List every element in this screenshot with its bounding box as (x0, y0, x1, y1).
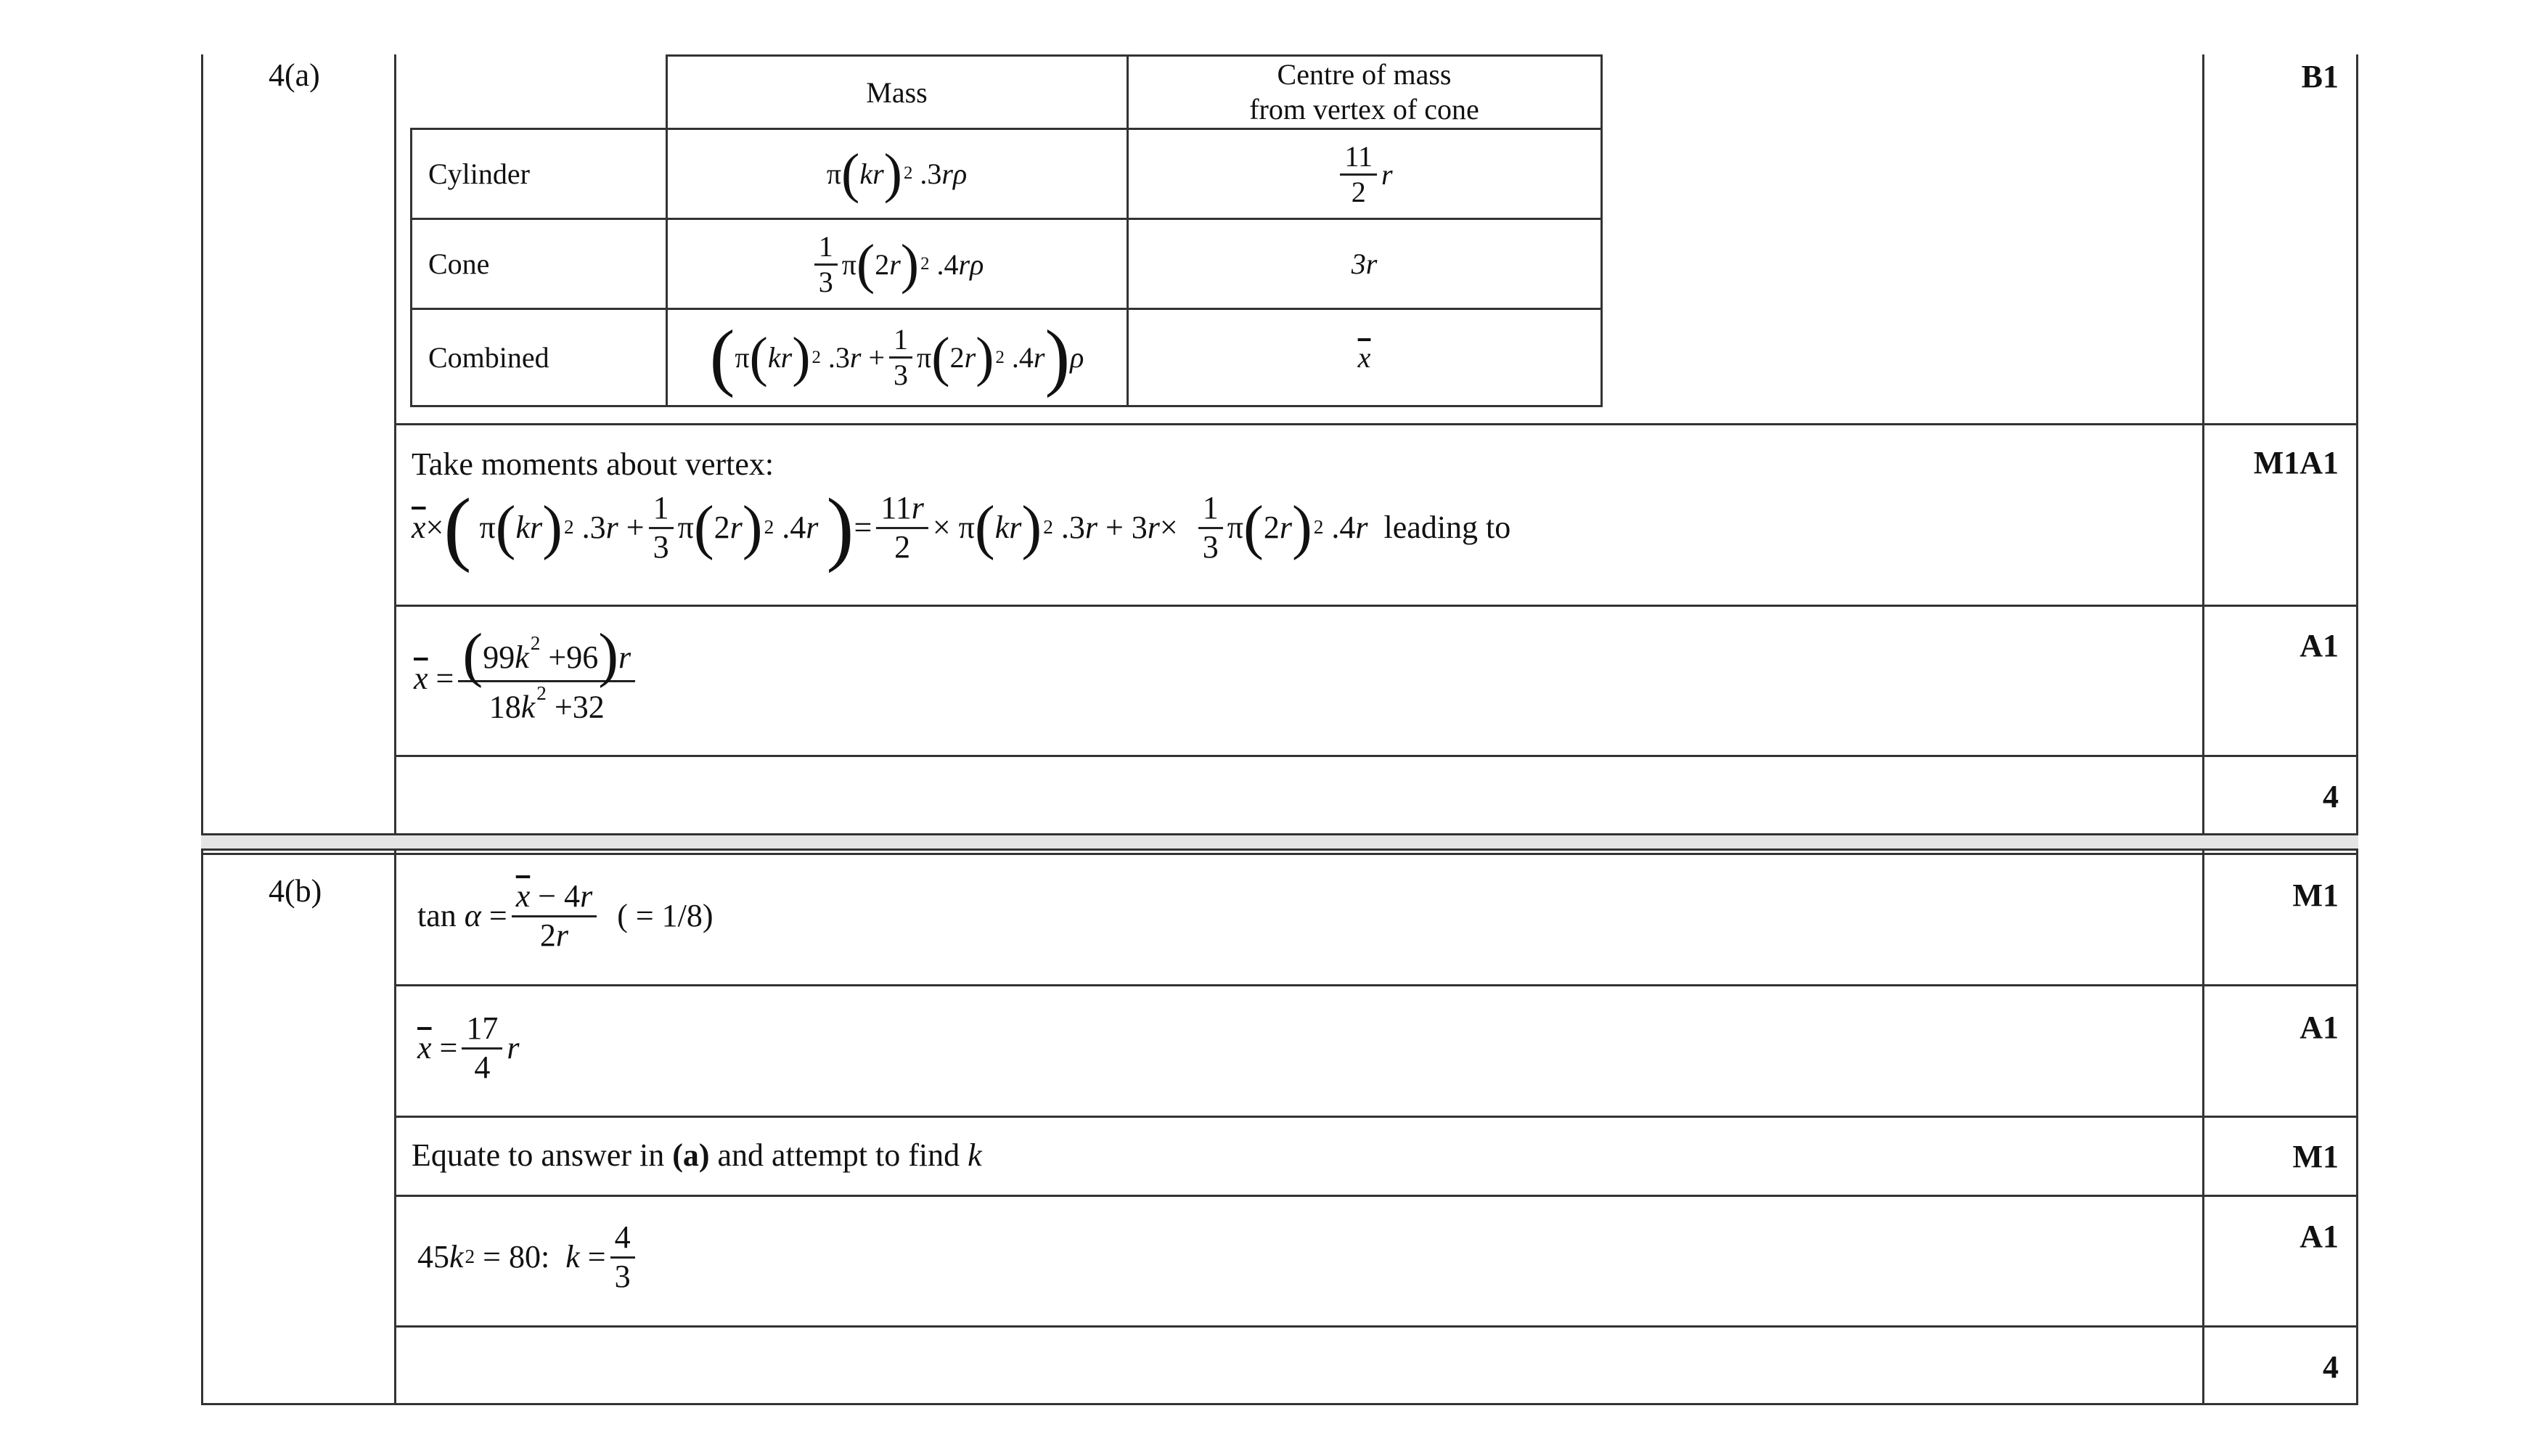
moments-intro: Take moments about vertex: (412, 446, 774, 482)
xbar-result-a: $\overline{x}$ = $\frac{(99k^2 +96)r}{18k^2 +32}$ (414, 631, 639, 726)
mass-table (410, 54, 1603, 407)
mark-a1-b1: A1 (2299, 1010, 2339, 1045)
table-header-empty (412, 56, 667, 129)
leading-to-text: leading to (1383, 510, 1511, 546)
mark-m1-b2: M1 (2292, 1139, 2339, 1174)
combined-com: $\overline{x}$ (1127, 309, 1601, 406)
xbar-result-b: $\overline{x}$ = $\frac{17}{4}$ r (417, 1010, 520, 1085)
table-header-com-line2: from vertex of cone (1249, 93, 1479, 126)
tan-alpha-equation: tan α = $\frac{\overline{x} - 4r}{2r}$ ( = 1/8) (417, 878, 714, 953)
cylinder-com: $\frac{11}{2}$ r (1127, 129, 1601, 219)
row-label-cylinder: Cylinder (412, 129, 667, 219)
mark-total-b: 4 (2323, 1349, 2339, 1385)
mark-m1-b1: M1 (2292, 878, 2339, 913)
k-solution: 45 k 2 = 80: k = $\frac{4}{3}$ (417, 1219, 639, 1295)
row-label-cone: Cone (412, 219, 667, 309)
question-label-4b: 4(b) (269, 873, 322, 909)
mark-a1-a: A1 (2299, 628, 2339, 663)
mark-m1a1: M1A1 (2253, 445, 2339, 480)
combined-mass: ( π ( kr ) 2 .3 r + $\frac{1}{3}$ π ( 2 r ) 2 .4 r ) ρ (666, 309, 1127, 406)
equate-text-after: and attempt to find (717, 1137, 960, 1173)
equate-instruction (412, 1137, 982, 1173)
equate-bold-ref: (a) (672, 1137, 710, 1173)
table-header-com (1127, 56, 1601, 129)
mark-total-a: 4 (2323, 779, 2339, 814)
moments-equation: $\overline{x}$ × ( π ( kr ) 2 .3 r + $\frac{1}{3}$ π ( 2 r ) 2 .4 r ) = $\frac{11r}{2}$ × π ( kr ) 2 .3 r + 3 r × $\frac{1}{3}$ π ( 2 r ) 2 .4 r leading to (412, 481, 1511, 574)
mark-a1-b2: A1 (2299, 1219, 2339, 1254)
question-label-4a: 4(a) (269, 57, 320, 93)
row-label-combined: Combined (412, 309, 667, 406)
equate-text-before: Equate to answer in (412, 1137, 665, 1173)
mark-b1: B1 (2301, 59, 2339, 94)
cone-com: 3r (1127, 219, 1601, 309)
cylinder-mass: π ( kr ) 2 .3 rρ (666, 129, 1127, 219)
equate-variable: k (968, 1137, 982, 1173)
table-header-com-line1: Centre of mass (1277, 58, 1452, 91)
tan-note: ( = 1/8) (617, 898, 714, 934)
table-header-mass: Mass (666, 56, 1127, 129)
cone-mass: $\frac{1}{3}$ π ( 2 r ) 2 .4 rρ (666, 219, 1127, 309)
